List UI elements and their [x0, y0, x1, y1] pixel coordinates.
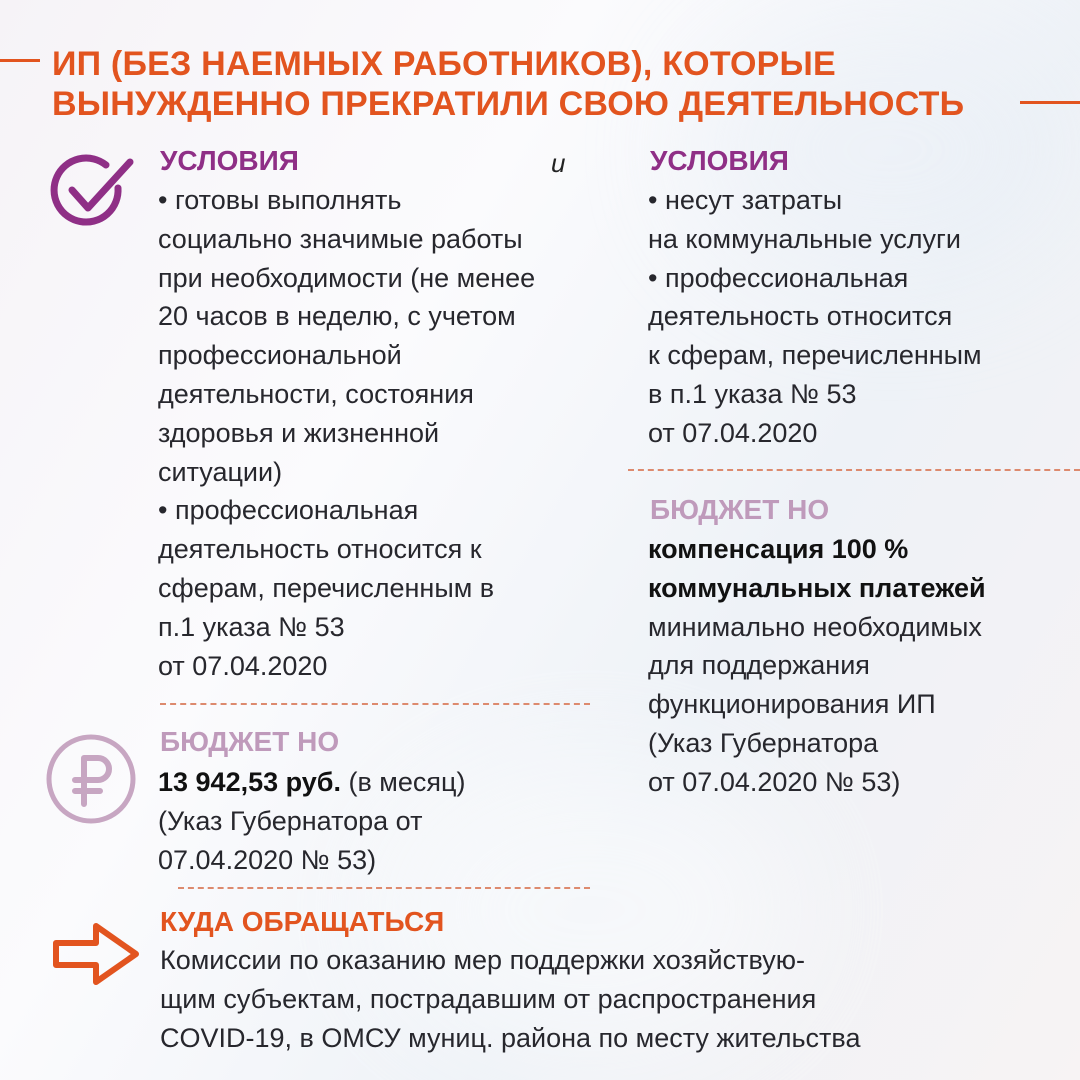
left-conditions-line: • готовы выполнять	[158, 185, 402, 215]
page-title-line-2: ВЫНУЖДЕННО ПРЕКРАТИЛИ СВОЮ ДЕЯТЕЛЬНОСТЬ	[52, 85, 965, 123]
right-budget-bold-line: компенсация 100 %	[648, 534, 909, 564]
title-rule-right	[1020, 101, 1080, 104]
left-conditions-line: здоровья и жизненной	[158, 417, 440, 448]
left-conditions-line: от 07.04.2020	[158, 650, 328, 681]
right-budget-bold-line: коммунальных платежей	[648, 572, 986, 603]
left-budget-text	[158, 763, 465, 879]
dotted-divider	[628, 469, 1080, 471]
left-budget-line: 07.04.2020 № 53)	[158, 844, 377, 875]
right-conditions-line: в п.1 указа № 53	[648, 378, 857, 409]
right-budget-line: для поддержания	[648, 650, 870, 681]
left-conditions-line: ситуации)	[158, 456, 283, 487]
contact-line: щим субъектам, пострадавшим от распространения	[160, 983, 817, 1014]
dotted-divider	[160, 703, 590, 705]
left-conditions-line: сферам, перечисленным в	[158, 572, 495, 603]
page-title	[52, 44, 964, 124]
right-conditions-line: • профессиональная	[648, 262, 909, 293]
right-budget-line: (Указ Губернатора	[648, 727, 879, 758]
right-conditions-list	[648, 181, 982, 453]
right-budget-line: от 07.04.2020 № 53)	[648, 766, 901, 797]
budget-amount: 13 942,53 руб.	[158, 767, 341, 797]
contact-text	[160, 941, 860, 1057]
right-budget-line: минимально необходимых	[648, 611, 982, 642]
right-budget-text	[648, 530, 986, 802]
left-conditions-list	[158, 181, 535, 685]
left-budget-heading: БЮДЖЕТ НО	[160, 726, 340, 757]
checkmark-circle-icon	[46, 148, 136, 234]
right-conditions-heading: УСЛОВИЯ	[650, 145, 789, 176]
arrow-right-icon	[48, 918, 144, 990]
conjunction-and: и	[551, 148, 566, 178]
contact-line: COVID-19, в ОМСУ муниц. района по месту жительства	[160, 1022, 861, 1053]
right-conditions-line: на коммунальные услуги	[648, 223, 961, 254]
left-conditions-line: социально значимые работы	[158, 223, 523, 254]
dotted-divider	[178, 887, 590, 889]
page-title-line-1: ИП (БЕЗ НАЕМНЫХ РАБОТНИКОВ), КОТОРЫЕ	[52, 45, 836, 83]
budget-amount-line	[158, 763, 465, 802]
right-conditions-line: от 07.04.2020	[648, 417, 818, 448]
left-conditions-line: деятельности, состояния	[158, 378, 474, 409]
left-conditions-line: при необходимости (не менее	[158, 262, 536, 293]
title-rule-left	[0, 59, 40, 62]
contact-line: Комиссии по оказанию мер поддержки хозяйствую-	[160, 945, 805, 975]
right-conditions-line: • несут затраты	[648, 185, 843, 215]
right-budget-heading: БЮДЖЕТ НО	[650, 494, 830, 525]
left-conditions-line: профессиональной	[158, 340, 402, 371]
left-conditions-heading: УСЛОВИЯ	[160, 145, 299, 176]
right-conditions-line: к сферам, перечисленным	[648, 340, 982, 371]
left-conditions-line: деятельность относится к	[158, 534, 482, 565]
left-conditions-line: • профессиональная	[158, 495, 419, 526]
contact-heading: КУДА ОБРАЩАТЬСЯ	[160, 906, 445, 937]
ruble-circle-icon	[44, 732, 138, 826]
left-conditions-line: п.1 указа № 53	[158, 611, 345, 642]
left-budget-line: (Указ Губернатора от	[158, 805, 423, 836]
right-budget-line: функционирования ИП	[648, 689, 936, 720]
left-conditions-line: 20 часов в неделю, с учетом	[158, 301, 516, 332]
budget-period: (в месяц)	[340, 767, 466, 797]
right-conditions-line: деятельность относится	[648, 301, 953, 332]
